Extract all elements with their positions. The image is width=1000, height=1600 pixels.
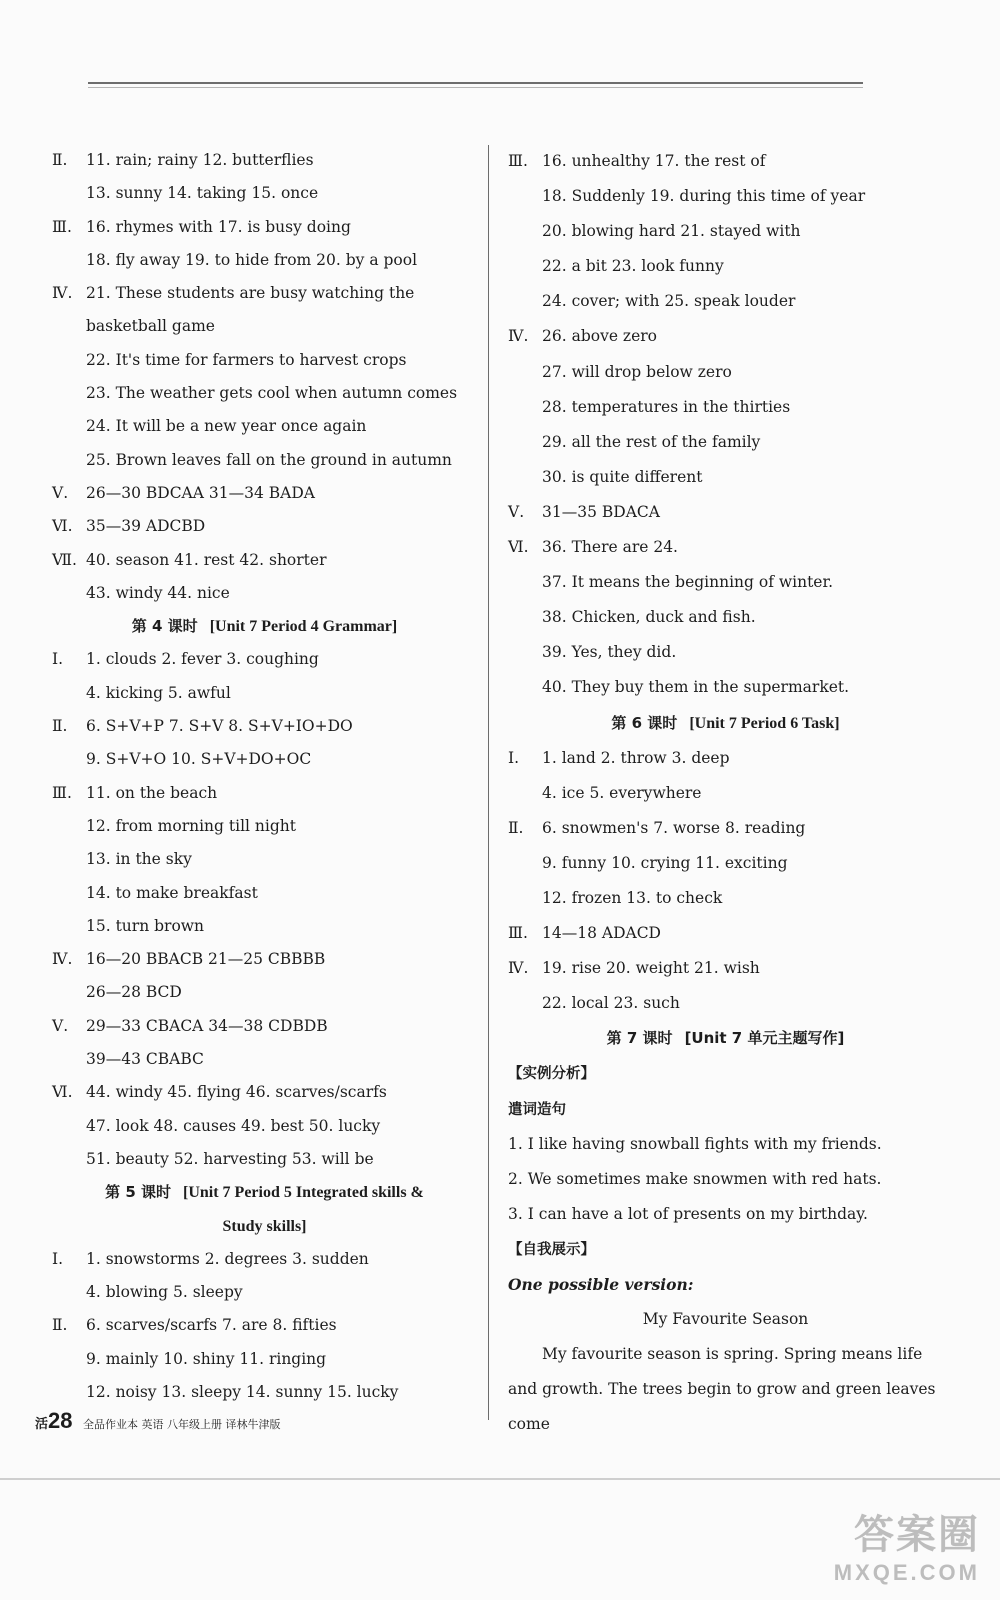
answer-row [52, 710, 477, 743]
roman-numeral: Ⅱ. [52, 151, 68, 169]
answer-row [508, 495, 943, 530]
answer-text: 26—30 BDCAA 31—34 BADA [86, 483, 315, 502]
answer-text: 1. clouds 2. fever 3. coughing [86, 650, 319, 669]
answer-text: 44. windy 45. flying 46. scarves/scarfs [86, 1083, 387, 1102]
answer-row [52, 177, 477, 210]
answer-text: 26—28 BCD [86, 983, 182, 1002]
answer-row [52, 1343, 477, 1376]
roman-numeral: Ⅰ. [52, 1249, 64, 1268]
answer-row [508, 846, 943, 881]
answer-text: 4. kicking 5. awful [86, 683, 231, 702]
answer-text: 6. S+V+P 7. S+V 8. S+V+IO+DO [86, 717, 353, 736]
answer-row [52, 810, 477, 843]
answer-text: 1. snowstorms 2. degrees 3. sudden [86, 1249, 369, 1268]
answer-text: 39. Yes, they did. [542, 643, 677, 662]
answer-text: 6. scarves/scarfs 7. are 8. fifties [86, 1316, 337, 1335]
answer-text: 23. The weather gets cool when autumn comes [86, 384, 458, 403]
answer-row [52, 1043, 477, 1076]
answer-text: 6. snowmen's 7. worse 8. reading [542, 818, 806, 837]
answer-row [508, 635, 943, 670]
answer-row [52, 1376, 477, 1409]
answer-row [508, 530, 943, 565]
roman-numeral: Ⅲ. [52, 217, 72, 236]
roman-numeral: Ⅳ. [52, 284, 73, 303]
heading-period-5-cont: Study skills] [222, 1217, 307, 1235]
answer-row [52, 976, 477, 1009]
answer-row [52, 577, 477, 610]
roman-numeral: Ⅲ. [52, 783, 72, 802]
answer-text: 25. Brown leaves fall on the ground in autumn [86, 450, 452, 469]
answer-row [52, 743, 477, 776]
answer-row [52, 310, 477, 343]
answer-row [52, 1010, 477, 1043]
answer-text: 30. is quite different [542, 467, 703, 486]
answer-row [52, 843, 477, 876]
page-footer [35, 1408, 281, 1434]
answer-text: 21. These students are busy watching the [86, 284, 415, 303]
answer-row [508, 460, 943, 495]
column-divider [488, 145, 489, 1420]
section-sub-wording: 遣词造句 [508, 1101, 566, 1118]
answer-text: 37. It means the beginning of winter. [542, 573, 834, 592]
answer-row [52, 410, 477, 443]
answer-text: 24. cover; with 25. speak louder [542, 292, 796, 311]
answer-text: 47. look 48. causes 49. best 50. lucky [86, 1116, 381, 1135]
roman-numeral: Ⅱ. [52, 1316, 68, 1335]
answer-row [52, 144, 477, 177]
answer-row [52, 244, 477, 277]
example-sentence: 2. We sometimes make snowmen with red hats. [508, 1169, 882, 1188]
roman-numeral: Ⅰ. [52, 650, 64, 669]
roman-numeral: Ⅴ. [508, 502, 525, 521]
roman-numeral: Ⅳ. [52, 950, 73, 969]
answer-row [52, 277, 477, 310]
answer-text: 16. rhymes with 17. is busy doing [86, 217, 351, 236]
answer-text: 43. windy 44. nice [86, 583, 230, 602]
bottom-rule [0, 1478, 1000, 1480]
answer-text: 22. a bit 23. look funny [542, 257, 724, 276]
answer-row [52, 477, 477, 510]
answer-text: 40. They buy them in the supermarket. [542, 678, 850, 697]
answer-row [52, 1076, 477, 1109]
answer-row [52, 910, 477, 943]
answer-row [508, 811, 943, 846]
answer-row [52, 1243, 477, 1276]
watermark [834, 1503, 980, 1586]
answer-text: 29. all the rest of the family [542, 432, 761, 451]
left-column [52, 144, 477, 1409]
answer-text: 40. season 41. rest 42. shorter [86, 550, 327, 569]
answer-row [52, 1309, 477, 1342]
answer-row [52, 377, 477, 410]
answer-row [52, 943, 477, 976]
answer-text: 14—18 ADACD [542, 924, 661, 943]
answer-text: 9. funny 10. crying 11. exciting [542, 853, 788, 872]
answer-text: basketball game [86, 317, 215, 336]
footer-huo: 活 [35, 1417, 49, 1432]
roman-numeral: Ⅲ. [508, 152, 528, 170]
essay-text: My favourite season is spring. Spring means life and growth. The trees begin to grow and green leaves come [508, 1345, 936, 1434]
roman-numeral: Ⅳ. [508, 327, 529, 346]
answer-row [52, 544, 477, 577]
answer-row [52, 1143, 477, 1176]
answer-row [52, 211, 477, 244]
section-tag-example: 【实例分析】 [508, 1066, 595, 1083]
answer-text: 16. unhealthy 17. the rest of [542, 152, 766, 170]
answer-text: 36. There are 24. [542, 538, 678, 557]
roman-numeral: Ⅶ. [52, 550, 77, 569]
answer-text: 1. land 2. throw 3. deep [542, 748, 730, 767]
heading-period-7: 第 7 课时 [Unit 7 单元主题写作] [606, 1029, 845, 1048]
roman-numeral: Ⅵ. [508, 538, 529, 557]
answer-text: 22. local 23. such [542, 994, 680, 1013]
version-label: One possible version: [508, 1275, 694, 1294]
answer-text: 15. turn brown [86, 916, 205, 935]
answer-row [508, 144, 943, 179]
answer-row [52, 444, 477, 477]
heading-period-5: 第 5 课时 [Unit 7 Period 5 Integrated skills & [105, 1183, 424, 1202]
answer-text: 19. rise 20. weight 21. wish [542, 959, 760, 978]
answer-text: 13. in the sky [86, 850, 192, 869]
answer-row [508, 776, 943, 811]
answer-text: 4. blowing 5. sleepy [86, 1283, 243, 1302]
top-rule-thin [88, 87, 863, 88]
answer-row [52, 877, 477, 910]
page-number: 28 [48, 1408, 73, 1433]
roman-numeral: Ⅵ. [52, 517, 73, 536]
answer-row [52, 1276, 477, 1309]
answer-text: 39—43 CBABC [86, 1050, 204, 1069]
answer-text: 12. from morning till night [86, 816, 296, 835]
heading-period-4: 第 4 课时 [Unit 7 Period 4 Grammar] [131, 617, 398, 636]
example-sentence: 1. I like having snowball fights with my friends. [508, 1134, 882, 1153]
answer-text: 35—39 ADCBD [86, 517, 206, 536]
answer-text: 38. Chicken, duck and fish. [542, 608, 756, 627]
answer-row [52, 677, 477, 710]
roman-numeral: Ⅱ. [508, 818, 524, 837]
answer-text: 18. fly away 19. to hide from 20. by a pool [86, 250, 418, 269]
answer-text: 9. mainly 10. shiny 11. ringing [86, 1349, 327, 1368]
answer-text: 28. temperatures in the thirties [542, 397, 791, 416]
top-rule [88, 82, 863, 84]
essay-title: My Favourite Season [642, 1310, 809, 1329]
right-column [508, 144, 943, 1442]
answer-text: 31—35 BDACA [542, 502, 660, 521]
answer-row [52, 777, 477, 810]
roman-numeral: Ⅴ. [52, 483, 69, 502]
watermark-text: 答案圈 [854, 1513, 980, 1557]
answer-row [508, 390, 943, 425]
roman-numeral: Ⅲ. [508, 924, 528, 943]
answer-text: 20. blowing hard 21. stayed with [542, 222, 801, 241]
answer-row [508, 425, 943, 460]
roman-numeral: Ⅱ. [52, 717, 68, 736]
answer-text: 12. noisy 13. sleepy 14. sunny 15. lucky [86, 1382, 399, 1401]
answer-text: 4. ice 5. everywhere [542, 783, 702, 802]
answer-row [508, 319, 943, 354]
roman-numeral: Ⅴ. [52, 1016, 69, 1035]
book-info: 全品作业本 英语 八年级上册 译林牛津版 [83, 1418, 281, 1431]
answer-text: 29—33 CBACA 34—38 CDBDB [86, 1016, 328, 1035]
answer-row [508, 214, 943, 249]
roman-numeral: Ⅵ. [52, 1083, 73, 1102]
answer-row [508, 600, 943, 635]
answer-row [508, 916, 943, 951]
answer-row [508, 951, 943, 986]
answer-text: 26. above zero [542, 327, 658, 346]
roman-numeral: Ⅳ. [508, 959, 529, 978]
answer-row [52, 1110, 477, 1143]
answer-text: 16—20 BBACB 21—25 CBBBB [86, 950, 326, 969]
answer-row [508, 670, 943, 705]
answer-row [508, 741, 943, 776]
heading-period-6: 第 6 课时 [Unit 7 Period 6 Task] [611, 713, 840, 732]
answer-row [52, 344, 477, 377]
answer-row [508, 284, 943, 319]
answer-text: 12. frozen 13. to check [542, 888, 723, 907]
answer-text: 14. to make breakfast [86, 883, 258, 902]
roman-numeral: Ⅰ. [508, 748, 520, 767]
answer-text: 24. It will be a new year once again [86, 417, 367, 436]
answer-text: 51. beauty 52. harvesting 53. will be [86, 1149, 374, 1168]
answer-text: 11. rain; rainy 12. butterflies [86, 151, 314, 169]
answer-text: 11. on the beach [86, 783, 218, 802]
answer-row [52, 510, 477, 543]
answer-row [508, 986, 943, 1021]
section-tag-self: 【自我展示】 [508, 1241, 595, 1258]
answer-text: 9. S+V+O 10. S+V+DO+OC [86, 750, 312, 769]
answer-row [508, 355, 943, 390]
answer-text: 13. sunny 14. taking 15. once [86, 184, 319, 203]
watermark-url: MXQE.COM [833, 1560, 980, 1585]
answer-row [508, 881, 943, 916]
answer-row [508, 179, 943, 214]
answer-text: 22. It's time for farmers to harvest crops [86, 350, 407, 369]
answer-text: 18. Suddenly 19. during this time of year [542, 187, 866, 206]
answer-row [508, 565, 943, 600]
example-sentence: 3. I can have a lot of presents on my birthday. [508, 1204, 868, 1223]
answer-row [52, 643, 477, 676]
answer-row [508, 249, 943, 284]
answer-text: 27. will drop below zero [542, 362, 732, 381]
